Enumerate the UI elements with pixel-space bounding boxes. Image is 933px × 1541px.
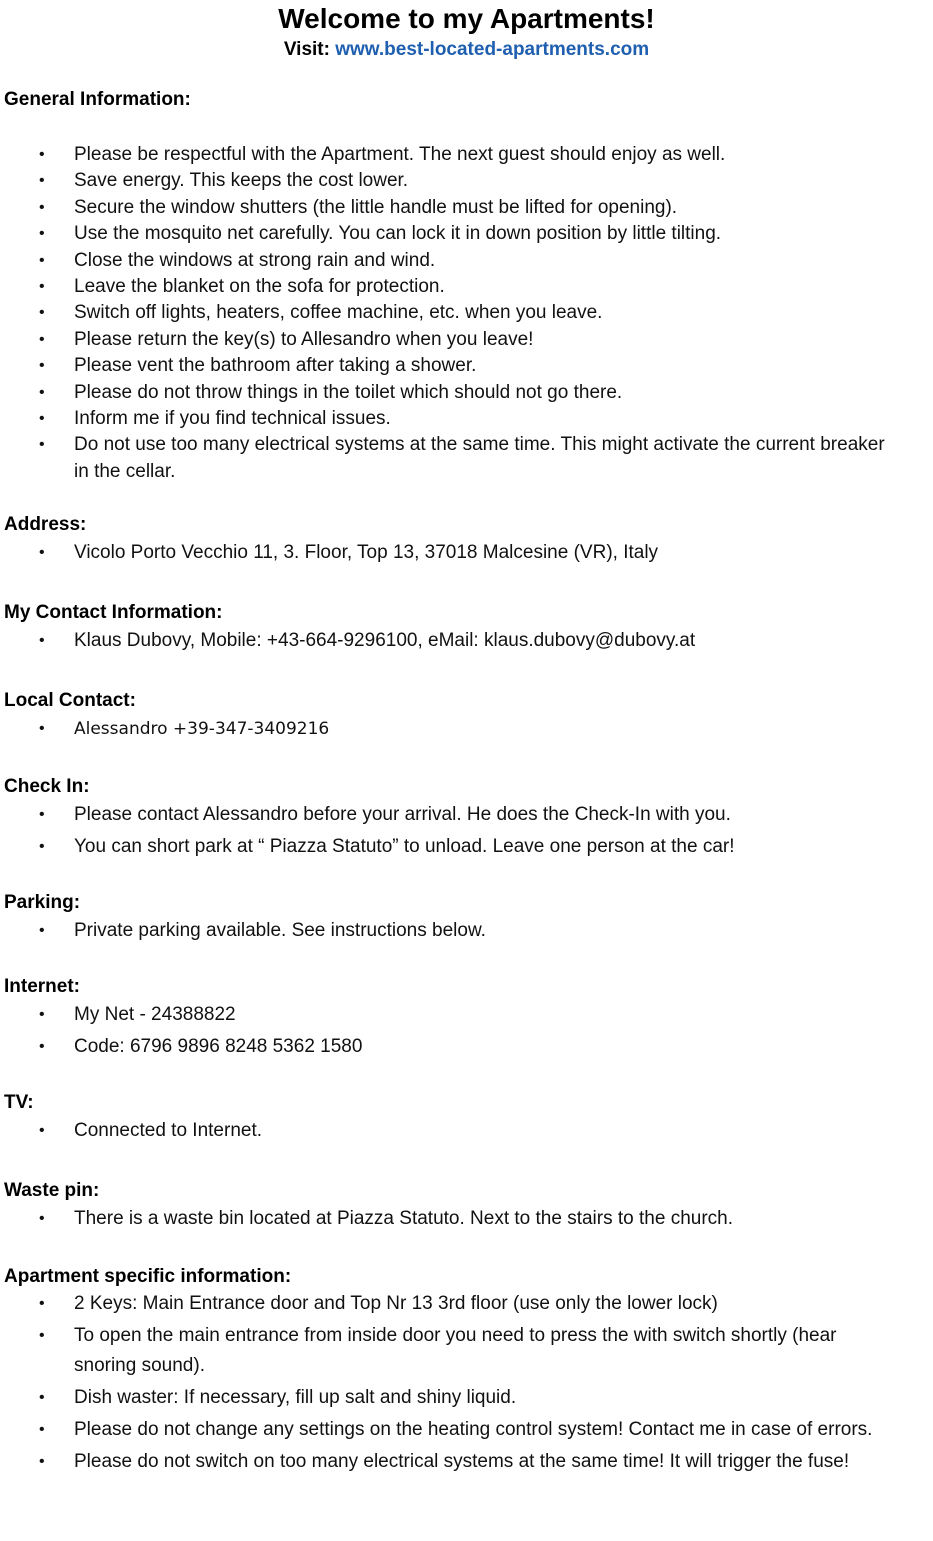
list-item bbox=[0, 248, 933, 274]
list-item-text: Do not use too many electrical systems at the same time. This might activate the current breaker in the cellar. bbox=[74, 434, 885, 482]
list-item bbox=[0, 168, 933, 194]
list-item-text: Use the mosquito net carefully. You can lock it in down position by little tilting. bbox=[74, 223, 722, 245]
address-list bbox=[0, 537, 933, 569]
list-item bbox=[0, 406, 933, 432]
bullet-icon: • bbox=[39, 225, 45, 243]
list-item-text: Please do not switch on too many electrical systems at the same time! It will trigger the fuse! bbox=[74, 1451, 850, 1473]
bullet-icon: • bbox=[39, 330, 45, 348]
bullet-icon: • bbox=[39, 1038, 45, 1056]
bullet-icon: • bbox=[39, 251, 45, 269]
list-item-text: Please do not change any settings on the heating control system! Contact me in case of errors. bbox=[74, 1419, 873, 1441]
list-item bbox=[0, 831, 933, 863]
list-item bbox=[0, 999, 933, 1031]
list-item bbox=[0, 274, 933, 300]
parking-list bbox=[0, 915, 933, 947]
list-item bbox=[0, 799, 933, 831]
list-item bbox=[0, 195, 933, 221]
list-item bbox=[0, 1415, 933, 1445]
list-item bbox=[0, 432, 933, 485]
general-information-list bbox=[0, 142, 933, 485]
bullet-icon: • bbox=[39, 1421, 45, 1439]
internet-list bbox=[0, 999, 933, 1063]
bullet-icon: • bbox=[39, 410, 45, 428]
list-item bbox=[0, 625, 933, 657]
list-item-text: Dish waster: If necessary, fill up salt and shiny liquid. bbox=[74, 1387, 517, 1409]
bullet-icon: • bbox=[39, 922, 45, 940]
list-item bbox=[0, 713, 933, 745]
bullet-icon: • bbox=[39, 838, 45, 856]
bullet-icon: • bbox=[39, 357, 45, 375]
bullet-icon: • bbox=[39, 632, 45, 650]
list-item bbox=[0, 1383, 933, 1413]
check-in-heading: Check In: bbox=[4, 776, 90, 798]
bullet-icon: • bbox=[39, 383, 45, 401]
general-information-heading: General Information: bbox=[4, 89, 191, 110]
list-item bbox=[0, 1321, 933, 1381]
list-item-text: Secure the window shutters (the little handle must be lifted for opening). bbox=[74, 196, 678, 218]
list-item bbox=[0, 1289, 933, 1319]
bullet-icon: • bbox=[39, 198, 45, 216]
internet-heading: Internet: bbox=[4, 976, 80, 998]
list-item-text: Klaus Dubovy, Mobile: +43-664-9296100, eMail: klaus.dubovy@dubovy.at bbox=[74, 630, 696, 652]
waste-pin-list bbox=[0, 1203, 933, 1235]
local-contact-heading: Local Contact: bbox=[4, 690, 136, 712]
bullet-icon: • bbox=[39, 1389, 45, 1407]
list-item-text: Close the windows at strong rain and wind. bbox=[74, 249, 436, 271]
list-item bbox=[0, 1447, 933, 1477]
list-item-text: Please be respectful with the Apartment. The next guest should enjoy as well. bbox=[74, 144, 726, 165]
bullet-icon: • bbox=[39, 1210, 45, 1228]
tv-list bbox=[0, 1115, 933, 1147]
bullet-icon: • bbox=[39, 146, 45, 163]
bullet-icon: • bbox=[39, 1327, 45, 1345]
list-item-text: Please vent the bathroom after taking a shower. bbox=[74, 355, 477, 377]
list-item-text: 2 Keys: Main Entrance door and Top Nr 13 3rd floor (use only the lower lock) bbox=[74, 1293, 718, 1315]
bullet-icon: • bbox=[39, 278, 45, 296]
list-item bbox=[0, 300, 933, 326]
list-item-text: Save energy. This keeps the cost lower. bbox=[74, 170, 409, 192]
list-item bbox=[0, 142, 933, 168]
list-item bbox=[0, 221, 933, 247]
contact-information-heading: My Contact Information: bbox=[4, 602, 223, 624]
list-item-text: Leave the blanket on the sofa for protection. bbox=[74, 276, 445, 298]
visit-line bbox=[0, 38, 933, 62]
list-item bbox=[0, 1031, 933, 1063]
bullet-icon: • bbox=[39, 436, 45, 454]
apartment-specific-heading: Apartment specific information: bbox=[4, 1266, 292, 1288]
list-item-text: Please return the key(s) to Allesandro when you leave! bbox=[74, 328, 534, 350]
list-item bbox=[0, 353, 933, 379]
bullet-icon: • bbox=[39, 1122, 45, 1140]
contact-information-list bbox=[0, 625, 933, 657]
list-item-text: Please do not throw things in the toilet which should not go there. bbox=[74, 381, 623, 403]
bullet-icon: • bbox=[39, 304, 45, 322]
list-item-text: There is a waste bin located at Piazza Statuto. Next to the stairs to the church. bbox=[74, 1208, 734, 1230]
list-item bbox=[0, 537, 933, 569]
list-item-text: Connected to Internet. bbox=[74, 1120, 263, 1142]
bullet-icon: • bbox=[39, 1453, 45, 1471]
bullet-icon: • bbox=[39, 1295, 45, 1313]
list-item-text: Code: 6796 9896 8248 5362 1580 bbox=[74, 1036, 363, 1058]
list-item bbox=[0, 1203, 933, 1235]
list-item-text: Inform me if you find technical issues. bbox=[74, 408, 391, 430]
local-contact-list bbox=[0, 713, 933, 745]
list-item bbox=[0, 327, 933, 353]
check-in-list bbox=[0, 799, 933, 863]
bullet-icon: • bbox=[39, 806, 45, 824]
address-heading: Address: bbox=[4, 514, 87, 536]
list-item-text: Please contact Alessandro before your arrival. He does the Check-In with you. bbox=[74, 804, 731, 826]
list-item bbox=[0, 380, 933, 406]
list-item-text: You can short park at “ Piazza Statuto” to unload. Leave one person at the car! bbox=[74, 836, 735, 858]
list-item-text: Private parking available. See instructions below. bbox=[74, 920, 486, 942]
bullet-icon: • bbox=[39, 720, 45, 738]
list-item-text: To open the main entrance from inside door you need to press the with switch shortly (hear snoring sound). bbox=[74, 1325, 837, 1377]
tv-heading: TV: bbox=[4, 1092, 34, 1114]
bullet-icon: • bbox=[39, 1006, 45, 1024]
apartment-specific-list bbox=[0, 1289, 933, 1477]
parking-heading: Parking: bbox=[4, 892, 81, 914]
list-item bbox=[0, 915, 933, 947]
list-item-text: My Net - 24388822 bbox=[74, 1004, 236, 1026]
list-item bbox=[0, 1115, 933, 1147]
bullet-icon: • bbox=[39, 172, 45, 190]
visit-label: Visit: bbox=[283, 39, 330, 60]
waste-pin-heading: Waste pin: bbox=[4, 1180, 100, 1202]
website-link[interactable]: www.best-located-apartments.com bbox=[335, 39, 650, 60]
list-item-text: Alessandro +39-347-3409216 bbox=[74, 719, 330, 740]
list-item-text: Vicolo Porto Vecchio 11, 3. Floor, Top 13, 37018 Malcesine (VR), Italy bbox=[74, 542, 659, 564]
list-item-text: Switch off lights, heaters, coffee machine, etc. when you leave. bbox=[74, 302, 603, 324]
page-title: Welcome to my Apartments! bbox=[278, 3, 655, 34]
bullet-icon: • bbox=[39, 544, 45, 562]
